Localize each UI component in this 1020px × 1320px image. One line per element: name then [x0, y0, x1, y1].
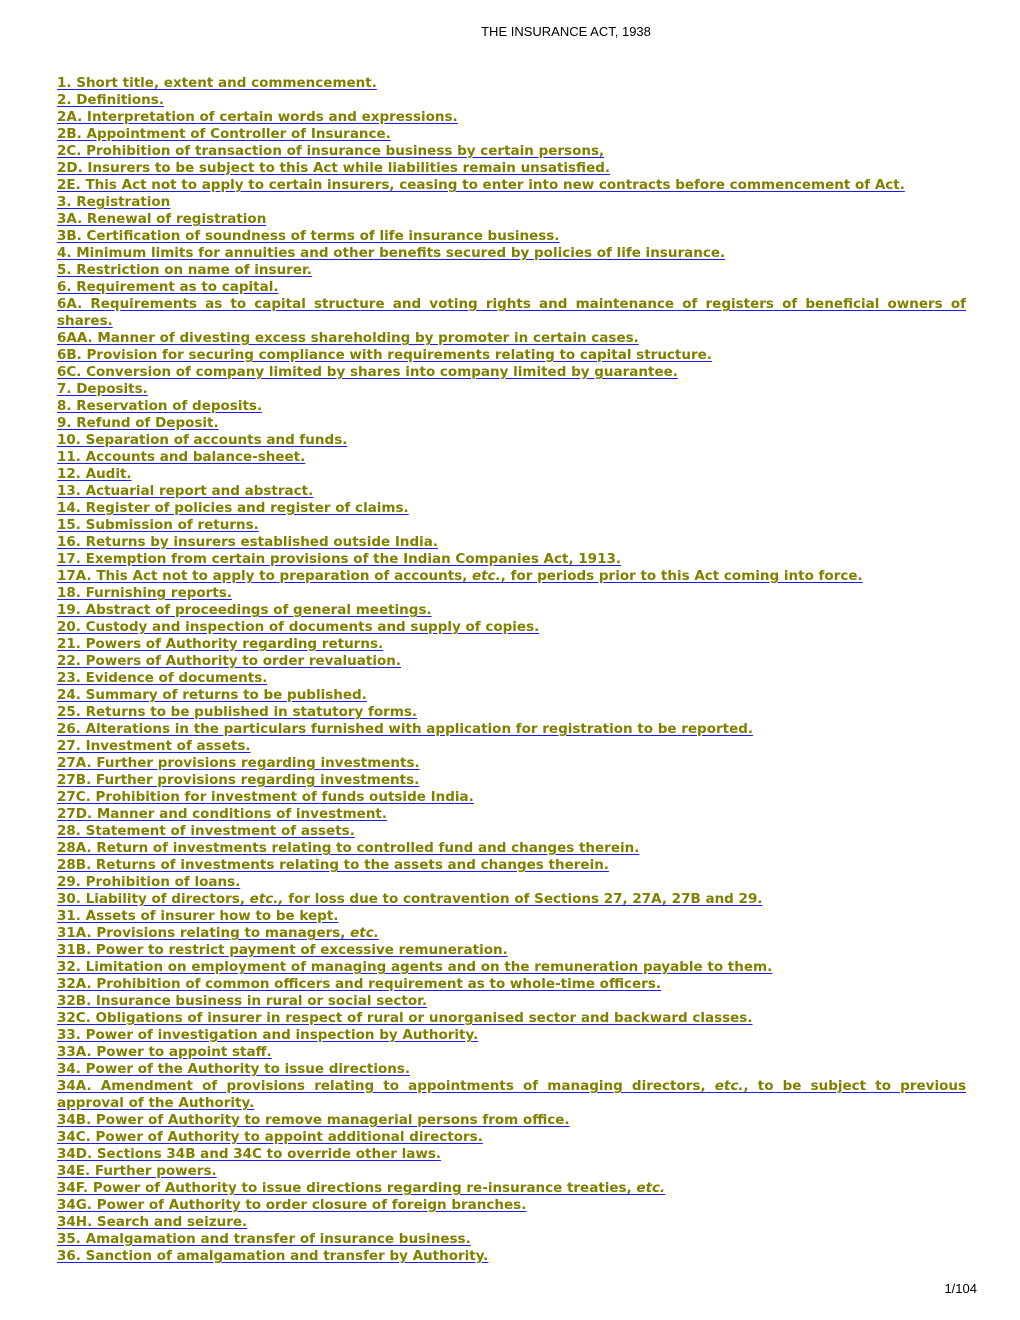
toc-item	[57, 568, 966, 585]
toc-link-text: 2E. This Act not to apply to certain insurers, ceasing to enter into new contracts before commencement of Act.	[57, 177, 905, 193]
toc-link[interactable]	[57, 823, 355, 839]
toc-item	[57, 534, 966, 551]
toc-link-text: , for periods prior to this Act coming into force.	[500, 568, 863, 584]
toc-link[interactable]	[57, 687, 367, 703]
toc-link[interactable]	[57, 891, 762, 907]
toc-link[interactable]	[57, 993, 427, 1009]
toc-link-text: 27. Investment of assets.	[57, 738, 251, 754]
toc-item	[57, 364, 966, 381]
toc-item	[57, 415, 966, 432]
toc-item	[57, 279, 966, 296]
toc-link-text: 34. Power of the Authority to issue directions.	[57, 1061, 411, 1077]
table-of-contents	[57, 75, 966, 1265]
toc-link-text: 11. Accounts and balance-sheet.	[57, 449, 306, 465]
toc-link-text: 4. Minimum limits for annuities and other benefits secured by policies of life insurance.	[57, 245, 726, 261]
toc-link[interactable]	[57, 517, 259, 533]
toc-item	[57, 1163, 966, 1180]
toc-link-italic-text: etc.	[714, 1078, 744, 1094]
toc-item	[57, 1112, 966, 1129]
toc-link[interactable]	[57, 1197, 526, 1213]
toc-item	[57, 823, 966, 840]
toc-item	[57, 347, 966, 364]
toc-link-text: 32C. Obligations of insurer in respect of rural or unorganised sector and backward classes.	[57, 1010, 753, 1026]
toc-item	[57, 1061, 966, 1078]
toc-link-text: 10. Separation of accounts and funds.	[57, 432, 348, 448]
toc-item	[57, 143, 966, 160]
toc-item	[57, 1248, 966, 1265]
toc-item	[57, 1180, 966, 1197]
toc-link[interactable]	[57, 585, 232, 601]
toc-item	[57, 993, 966, 1010]
toc-link[interactable]	[57, 670, 267, 686]
toc-link-text: 3A. Renewal of registration	[57, 211, 267, 227]
toc-item	[57, 959, 966, 976]
toc-link-text: 6A. Requirements as to capital structure and voting rights and maintenance of registers of beneficial owners of shares.	[57, 296, 966, 329]
toc-link-text: 3B. Certification of soundness of terms of life insurance business.	[57, 228, 560, 244]
toc-item	[57, 1027, 966, 1044]
toc-link-text: 17A. This Act not to apply to preparation of accounts,	[57, 568, 473, 584]
toc-item	[57, 857, 966, 874]
toc-item	[57, 1078, 966, 1112]
toc-item	[57, 517, 966, 534]
toc-link-text: 5. Restriction on name of insurer.	[57, 262, 312, 278]
toc-item	[57, 908, 966, 925]
toc-link[interactable]	[57, 500, 409, 516]
toc-link-text: 16. Returns by insurers established outside India.	[57, 534, 439, 550]
toc-link-text: 31. Assets of insurer how to be kept.	[57, 908, 339, 924]
toc-link[interactable]	[57, 942, 508, 958]
toc-link-text: 35. Amalgamation and transfer of insurance business.	[57, 1231, 471, 1247]
toc-link[interactable]	[57, 874, 240, 890]
toc-link-text: 27B. Further provisions regarding investments.	[57, 772, 420, 788]
toc-link[interactable]	[57, 483, 313, 499]
toc-link[interactable]	[57, 330, 639, 346]
toc-link-text: 18. Furnishing reports.	[57, 585, 232, 601]
toc-link-text: 2B. Appointment of Controller of Insurance.	[57, 126, 391, 142]
toc-link[interactable]	[57, 109, 458, 125]
toc-link[interactable]	[57, 738, 250, 754]
toc-item	[57, 925, 966, 942]
toc-item	[57, 381, 966, 398]
toc-link-text: 30. Liability of directors,	[57, 891, 250, 907]
toc-item	[57, 245, 966, 262]
toc-item	[57, 75, 966, 92]
toc-link-text: 6C. Conversion of company limited by shares into company limited by guarantee.	[57, 364, 678, 380]
toc-link[interactable]	[57, 160, 610, 176]
toc-item	[57, 1129, 966, 1146]
toc-link-text: 28. Statement of investment of assets.	[57, 823, 355, 839]
toc-link[interactable]	[57, 1061, 410, 1077]
toc-link[interactable]	[57, 466, 132, 482]
toc-item	[57, 398, 966, 415]
toc-link-text: for loss due to contravention of Sections 27, 27A, 27B and 29.	[283, 891, 763, 907]
toc-link-text: 29. Prohibition of loans.	[57, 874, 241, 890]
toc-item	[57, 636, 966, 653]
toc-item	[57, 432, 966, 449]
toc-link-italic-text: etc.,	[249, 891, 284, 907]
toc-link[interactable]	[57, 1248, 488, 1264]
toc-item	[57, 160, 966, 177]
toc-item	[57, 92, 966, 109]
toc-link-text: 9. Refund of Deposit.	[57, 415, 219, 431]
toc-item	[57, 1214, 966, 1231]
toc-item	[57, 296, 966, 330]
toc-link-text: 27C. Prohibition for investment of funds outside India.	[57, 789, 474, 805]
toc-link-text: 34C. Power of Authority to appoint additional directors.	[57, 1129, 483, 1145]
toc-link[interactable]	[57, 925, 379, 941]
toc-link-text: 27A. Further provisions regarding investments.	[57, 755, 420, 771]
toc-item	[57, 211, 966, 228]
toc-item	[57, 109, 966, 126]
toc-link[interactable]	[57, 1180, 665, 1196]
toc-link-italic-text: etc.	[472, 568, 501, 584]
toc-link[interactable]	[57, 840, 639, 856]
toc-link[interactable]	[57, 1044, 272, 1060]
toc-link-text: 8. Reservation of deposits.	[57, 398, 263, 414]
toc-link[interactable]	[57, 1231, 471, 1247]
toc-link-text: 31B. Power to restrict payment of excessive remuneration.	[57, 942, 508, 958]
toc-link-text: 20. Custody and inspection of documents and supply of copies.	[57, 619, 540, 635]
toc-item	[57, 602, 966, 619]
toc-link[interactable]	[57, 1112, 570, 1128]
toc-link[interactable]	[57, 1010, 752, 1026]
toc-link[interactable]	[57, 959, 772, 975]
toc-item	[57, 228, 966, 245]
toc-link[interactable]	[57, 806, 387, 822]
toc-item	[57, 738, 966, 755]
toc-link[interactable]	[57, 636, 383, 652]
toc-link[interactable]	[57, 364, 678, 380]
toc-item	[57, 670, 966, 687]
toc-item	[57, 1231, 966, 1248]
toc-link-text: 31A. Provisions relating to managers,	[57, 925, 351, 941]
document-title: THE INSURANCE ACT, 1938	[481, 24, 651, 39]
toc-link[interactable]	[57, 1146, 441, 1162]
toc-link-text: 28A. Return of investments relating to controlled fund and changes therein.	[57, 840, 640, 856]
toc-link-text: 36. Sanction of amalgamation and transfer by Authority.	[57, 1248, 489, 1264]
toc-link[interactable]	[57, 1129, 483, 1145]
toc-link[interactable]	[57, 1027, 478, 1043]
toc-item	[57, 704, 966, 721]
toc-link-text: 27D. Manner and conditions of investment.	[57, 806, 388, 822]
toc-item	[57, 449, 966, 466]
toc-link[interactable]	[57, 381, 148, 397]
toc-link-text: 17. Exemption from certain provisions of the Indian Companies Act, 1913.	[57, 551, 621, 567]
toc-item	[57, 942, 966, 959]
toc-item	[57, 126, 966, 143]
toc-link[interactable]	[57, 704, 417, 720]
toc-link[interactable]	[57, 755, 420, 771]
toc-link[interactable]	[57, 534, 438, 550]
toc-link[interactable]	[57, 449, 305, 465]
toc-link-text: 34H. Search and seizure.	[57, 1214, 248, 1230]
toc-link[interactable]	[57, 568, 863, 584]
toc-link[interactable]	[57, 432, 347, 448]
toc-link[interactable]	[57, 857, 609, 873]
toc-link[interactable]	[57, 789, 474, 805]
toc-link-text: 24. Summary of returns to be published.	[57, 687, 367, 703]
toc-link[interactable]	[57, 1163, 217, 1179]
toc-link-text: 28B. Returns of investments relating to the assets and changes therein.	[57, 857, 609, 873]
toc-item	[57, 1010, 966, 1027]
toc-link-text: 15. Submission of returns.	[57, 517, 259, 533]
toc-link-text: 6B. Provision for securing compliance with requirements relating to capital structure.	[57, 347, 712, 363]
toc-link[interactable]	[57, 602, 432, 618]
toc-link[interactable]	[57, 976, 661, 992]
toc-item	[57, 330, 966, 347]
toc-link-text: 21. Powers of Authority regarding returns.	[57, 636, 384, 652]
toc-link-text: 7. Deposits.	[57, 381, 148, 397]
toc-link[interactable]	[57, 296, 966, 329]
toc-item	[57, 976, 966, 993]
toc-link-text: 25. Returns to be published in statutory forms.	[57, 704, 418, 720]
toc-item	[57, 755, 966, 772]
toc-link[interactable]	[57, 228, 559, 244]
toc-item	[57, 551, 966, 568]
toc-link[interactable]	[57, 211, 266, 227]
toc-item	[57, 840, 966, 857]
toc-link[interactable]	[57, 194, 170, 210]
toc-item	[57, 1044, 966, 1061]
toc-link-text: 32. Limitation on employment of managing agents and on the remuneration payable to them.	[57, 959, 773, 975]
toc-link-text: 6. Requirement as to capital.	[57, 279, 279, 295]
toc-link[interactable]	[57, 177, 905, 193]
toc-link[interactable]	[57, 772, 419, 788]
toc-link-text: 3. Registration	[57, 194, 171, 210]
toc-link-text: 34F. Power of Authority to issue directions regarding re-insurance treaties,	[57, 1180, 637, 1196]
toc-link-text: 1. Short title, extent and commencement.	[57, 75, 377, 91]
toc-item	[57, 483, 966, 500]
toc-link-text: 32A. Prohibition of common officers and requirement as to whole-time officers.	[57, 976, 661, 992]
toc-item	[57, 194, 966, 211]
toc-item	[57, 806, 966, 823]
toc-item	[57, 1146, 966, 1163]
toc-link[interactable]	[57, 653, 401, 669]
toc-item	[57, 874, 966, 891]
toc-item	[57, 177, 966, 194]
toc-item	[57, 891, 966, 908]
toc-link[interactable]	[57, 619, 539, 635]
toc-link-text: 2C. Prohibition of transaction of insurance business by certain persons,	[57, 143, 605, 159]
toc-link[interactable]	[57, 551, 621, 567]
toc-item	[57, 653, 966, 670]
toc-link-text: 22. Powers of Authority to order revaluation.	[57, 653, 401, 669]
toc-link-italic-text: etc.	[636, 1180, 666, 1196]
toc-link-text: , to be subject to previous approval of the Authority.	[57, 1078, 966, 1111]
toc-item	[57, 500, 966, 517]
toc-link-text: 14. Register of policies and register of claims.	[57, 500, 409, 516]
toc-item	[57, 1197, 966, 1214]
toc-link-italic-text: etc.	[350, 925, 379, 941]
toc-item	[57, 687, 966, 704]
toc-link[interactable]	[57, 415, 219, 431]
toc-link-text: 33. Power of investigation and inspection by Authority.	[57, 1027, 479, 1043]
toc-link-text: 13. Actuarial report and abstract.	[57, 483, 314, 499]
toc-link-text: 33A. Power to appoint staff.	[57, 1044, 272, 1060]
toc-item	[57, 772, 966, 789]
toc-link-text: 2. Definitions.	[57, 92, 164, 108]
toc-link[interactable]	[57, 245, 725, 261]
toc-link[interactable]	[57, 279, 278, 295]
toc-item	[57, 262, 966, 279]
toc-link[interactable]	[57, 262, 312, 278]
toc-link-text: 32B. Insurance business in rural or social sector.	[57, 993, 427, 1009]
toc-link[interactable]	[57, 1078, 966, 1111]
toc-link[interactable]	[57, 721, 753, 737]
toc-link-text: 2D. Insurers to be subject to this Act while liabilities remain unsatisfied.	[57, 160, 611, 176]
toc-link-text: 23. Evidence of documents.	[57, 670, 268, 686]
toc-link[interactable]	[57, 347, 712, 363]
toc-item	[57, 466, 966, 483]
toc-item	[57, 789, 966, 806]
toc-link-text: 19. Abstract of proceedings of general meetings.	[57, 602, 432, 618]
toc-link[interactable]	[57, 908, 338, 924]
toc-link[interactable]	[57, 1214, 247, 1230]
toc-item	[57, 721, 966, 738]
page-number: 1/104	[944, 1281, 977, 1296]
toc-item	[57, 619, 966, 636]
toc-link[interactable]	[57, 143, 604, 159]
toc-link-text: 34A. Amendment of provisions relating to appointments of managing directors,	[57, 1078, 715, 1094]
toc-link-text: 34E. Further powers.	[57, 1163, 217, 1179]
toc-link[interactable]	[57, 92, 164, 108]
toc-link[interactable]	[57, 75, 377, 91]
toc-link[interactable]	[57, 398, 262, 414]
toc-link-text: 34G. Power of Authority to order closure of foreign branches.	[57, 1197, 527, 1213]
toc-link-text: 34D. Sections 34B and 34C to override other laws.	[57, 1146, 442, 1162]
toc-link-text: 26. Alterations in the particulars furnished with application for registration to be reported.	[57, 721, 754, 737]
toc-link-text: 34B. Power of Authority to remove managerial persons from office.	[57, 1112, 570, 1128]
toc-link[interactable]	[57, 126, 391, 142]
toc-link-text: 6AA. Manner of divesting excess shareholding by promoter in certain cases.	[57, 330, 639, 346]
toc-link-text: 2A. Interpretation of certain words and expressions.	[57, 109, 458, 125]
toc-item	[57, 585, 966, 602]
toc-link-text: 12. Audit.	[57, 466, 132, 482]
